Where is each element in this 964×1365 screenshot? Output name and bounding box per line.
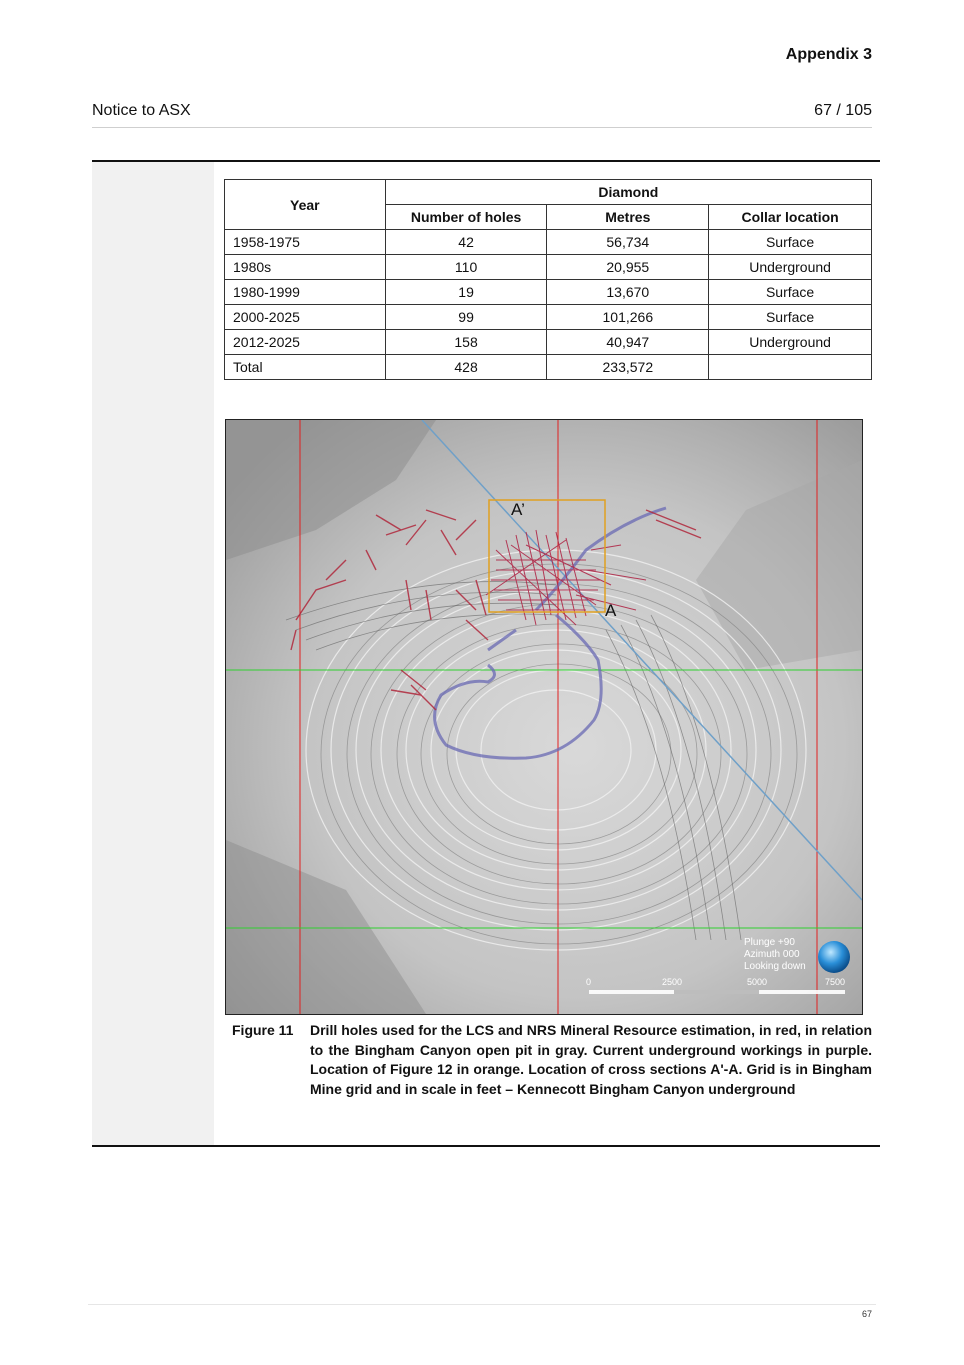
metres-cell: 20,955 [547, 255, 709, 280]
table-row [225, 255, 872, 280]
holes-cell: 19 [385, 280, 547, 305]
collar-cell: Underground [709, 255, 872, 280]
year-cell: 2012-2025 [225, 330, 386, 355]
holes-cell: 110 [385, 255, 547, 280]
holes-cell: 99 [385, 305, 547, 330]
drill-holes-table [224, 179, 872, 380]
collar-header: Collar location [709, 205, 872, 230]
table-row [225, 355, 872, 380]
holes-header: Number of holes [385, 205, 547, 230]
table-row [225, 330, 872, 355]
content-box-bottom-rule [92, 1145, 880, 1147]
scale-label: 2500 [662, 977, 683, 987]
year-header: Year [225, 180, 386, 230]
holes-cell: 158 [385, 330, 547, 355]
metres-cell: 13,670 [547, 280, 709, 305]
year-cell: 1980-1999 [225, 280, 386, 305]
metres-cell: 233,572 [547, 355, 709, 380]
metres-header: Metres [547, 205, 709, 230]
collar-cell: Surface [709, 230, 872, 255]
section-label-a: A [605, 601, 617, 620]
table-row [225, 280, 872, 305]
year-cell: 1958-1975 [225, 230, 386, 255]
collar-cell [709, 355, 872, 380]
orientation-sphere-icon [818, 941, 850, 973]
orientation-view: Looking down [744, 961, 806, 972]
table-row [225, 305, 872, 330]
metres-cell: 40,947 [547, 330, 709, 355]
section-label-a-prime: A’ [511, 500, 525, 519]
side-column [92, 162, 214, 1145]
appendix-label: Appendix 3 [785, 46, 872, 63]
footer-divider [88, 1304, 876, 1305]
diamond-header: Diamond [385, 180, 871, 205]
year-cell: 2000-2025 [225, 305, 386, 330]
metres-cell: 56,734 [547, 230, 709, 255]
page-indicator: 67 / 105 [814, 102, 872, 119]
orientation-plunge: Plunge +90 [744, 937, 795, 948]
holes-cell: 42 [385, 230, 547, 255]
header-divider [92, 127, 872, 128]
scale-label: 0 [586, 977, 592, 987]
holes-cell: 428 [385, 355, 547, 380]
document-title: Notice to ASX [92, 102, 191, 119]
scale-label: 7500 [825, 977, 846, 987]
collar-cell: Surface [709, 305, 872, 330]
figure-label: Figure 11 [232, 1022, 294, 1038]
map-svg [226, 420, 862, 1014]
year-cell: Total [225, 355, 386, 380]
collar-cell: Underground [709, 330, 872, 355]
figure-caption-text: Drill holes used for the LCS and NRS Mineral Resource estimation, in red, in relation to the Bingham Canyon open pit in gray. Current underground workings in purple. Location of Figure 12 in orange. Location of cross sections A'-A. Grid is in Bingham Mine grid and in scale in feet – Kennecott Bingham Canyon underground [310, 1022, 872, 1097]
orientation-azimuth: Azimuth 000 [744, 949, 800, 960]
metres-cell: 101,266 [547, 305, 709, 330]
table-row [225, 230, 872, 255]
bingham-canyon-map [225, 419, 863, 1015]
collar-cell: Surface [709, 280, 872, 305]
scale-label: 5000 [747, 977, 768, 987]
footer-page-number: 67 [861, 1309, 872, 1319]
year-cell: 1980s [225, 255, 386, 280]
